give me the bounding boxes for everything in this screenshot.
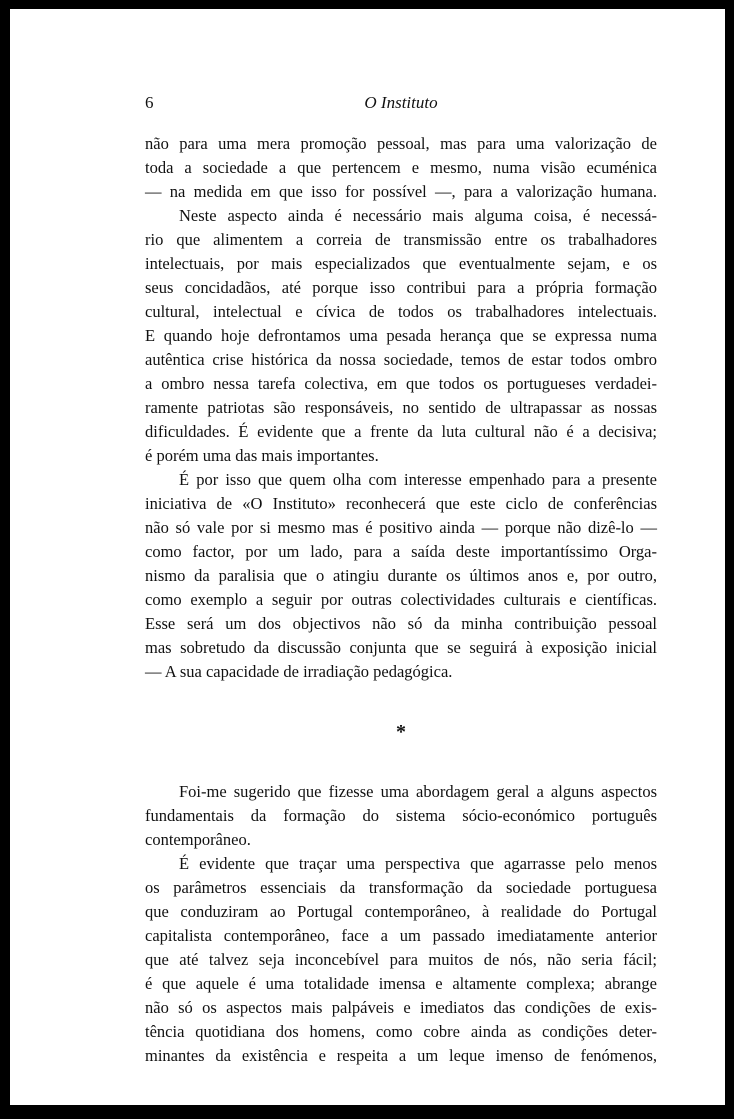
- text-line: rio que alimentem a correia de transmissão entre os trabalhadores: [145, 230, 657, 249]
- page-number: 6: [145, 93, 154, 112]
- text-line: contemporâneo.: [145, 830, 251, 849]
- text-line: mas sobretudo da discussão conjunta que se seguirá à exposição inicial: [145, 638, 657, 657]
- text-line: Neste aspecto ainda é necessário mais alguma coisa, é necessá-: [179, 206, 657, 225]
- text-line: capitalista contemporâneo, face a um passado imediatamente anterior: [145, 926, 657, 945]
- section-divider-asterisk: *: [396, 721, 406, 743]
- text-line: É por isso que quem olha com interesse empenhado para a presente: [179, 470, 657, 489]
- running-title: O Instituto: [364, 93, 438, 112]
- body-text: [145, 132, 657, 1068]
- text-line: Foi-me sugerido que fizesse uma abordagem geral a alguns aspectos: [179, 782, 657, 801]
- text-line: a ombro nessa tarefa colectiva, em que todos os portugueses verdadei-: [145, 374, 657, 393]
- text-line: tência quotidiana dos homens, como cobre ainda as condições deter-: [145, 1022, 657, 1041]
- text-line: cultural, intelectual e cívica de todos os trabalhadores intelectuais.: [145, 302, 657, 321]
- page-header: [145, 93, 657, 115]
- text-line: fundamentais da formação do sistema sócio-económico português: [145, 806, 657, 825]
- text-line: intelectuais, por mais especializados que eventualmente sejam, e os: [145, 254, 657, 273]
- text-line: dificuldades. É evidente que a frente da luta cultural não é a decisiva;: [145, 422, 657, 441]
- text-line: É evidente que traçar uma perspectiva que agarrasse pelo menos: [179, 854, 657, 873]
- text-line: minantes da existência e respeita a um leque imenso de fenómenos,: [145, 1046, 657, 1065]
- text-line: — na medida em que isso for possível —, para a valorização humana.: [145, 182, 657, 201]
- text-line: como exemplo a seguir por outras colectividades culturais e científicas.: [145, 590, 657, 609]
- text-line: é que aquele é uma totalidade imensa e altamente complexa; abrange: [145, 974, 657, 993]
- text-line: toda a sociedade a que pertencem e mesmo, numa visão ecuménica: [145, 158, 657, 177]
- text-line: nismo da paralisia que o atingiu durante os últimos anos e, por outro,: [145, 566, 657, 585]
- text-line: Esse será um dos objectivos não só da minha contribuição pessoal: [145, 614, 657, 633]
- text-line: E quando hoje defrontamos uma pesada herança que se expressa numa: [145, 326, 657, 345]
- text-line: não só vale por si mesmo mas é positivo ainda — porque não dizê-lo —: [145, 518, 657, 537]
- text-line: como factor, por um lado, para a saída deste importantíssimo Orga-: [145, 542, 657, 561]
- text-line: seus concidadãos, até porque isso contribui para a própria formação: [145, 278, 657, 297]
- text-line: é porém uma das mais importantes.: [145, 446, 379, 465]
- text-line: autêntica crise histórica da nossa sociedade, temos de estar todos ombro: [145, 350, 657, 369]
- text-line: que até talvez seja inconcebível para muitos de nós, não seria fácil;: [145, 950, 657, 969]
- text-line: que conduziram ao Portugal contemporâneo, à realidade do Portugal: [145, 902, 657, 921]
- text-line: — A sua capacidade de irradiação pedagógica.: [145, 662, 453, 681]
- text-line: não para uma mera promoção pessoal, mas para uma valorização de: [145, 134, 657, 153]
- text-line: os parâmetros essenciais da transformação da sociedade portuguesa: [145, 878, 657, 897]
- text-line: não só os aspectos mais palpáveis e imediatos das condições de exis-: [145, 998, 657, 1017]
- text-line: ramente patriotas são responsáveis, no sentido de ultrapassar as nossas: [145, 398, 657, 417]
- text-line: iniciativa de «O Instituto» reconhecerá que este ciclo de conferências: [145, 494, 657, 513]
